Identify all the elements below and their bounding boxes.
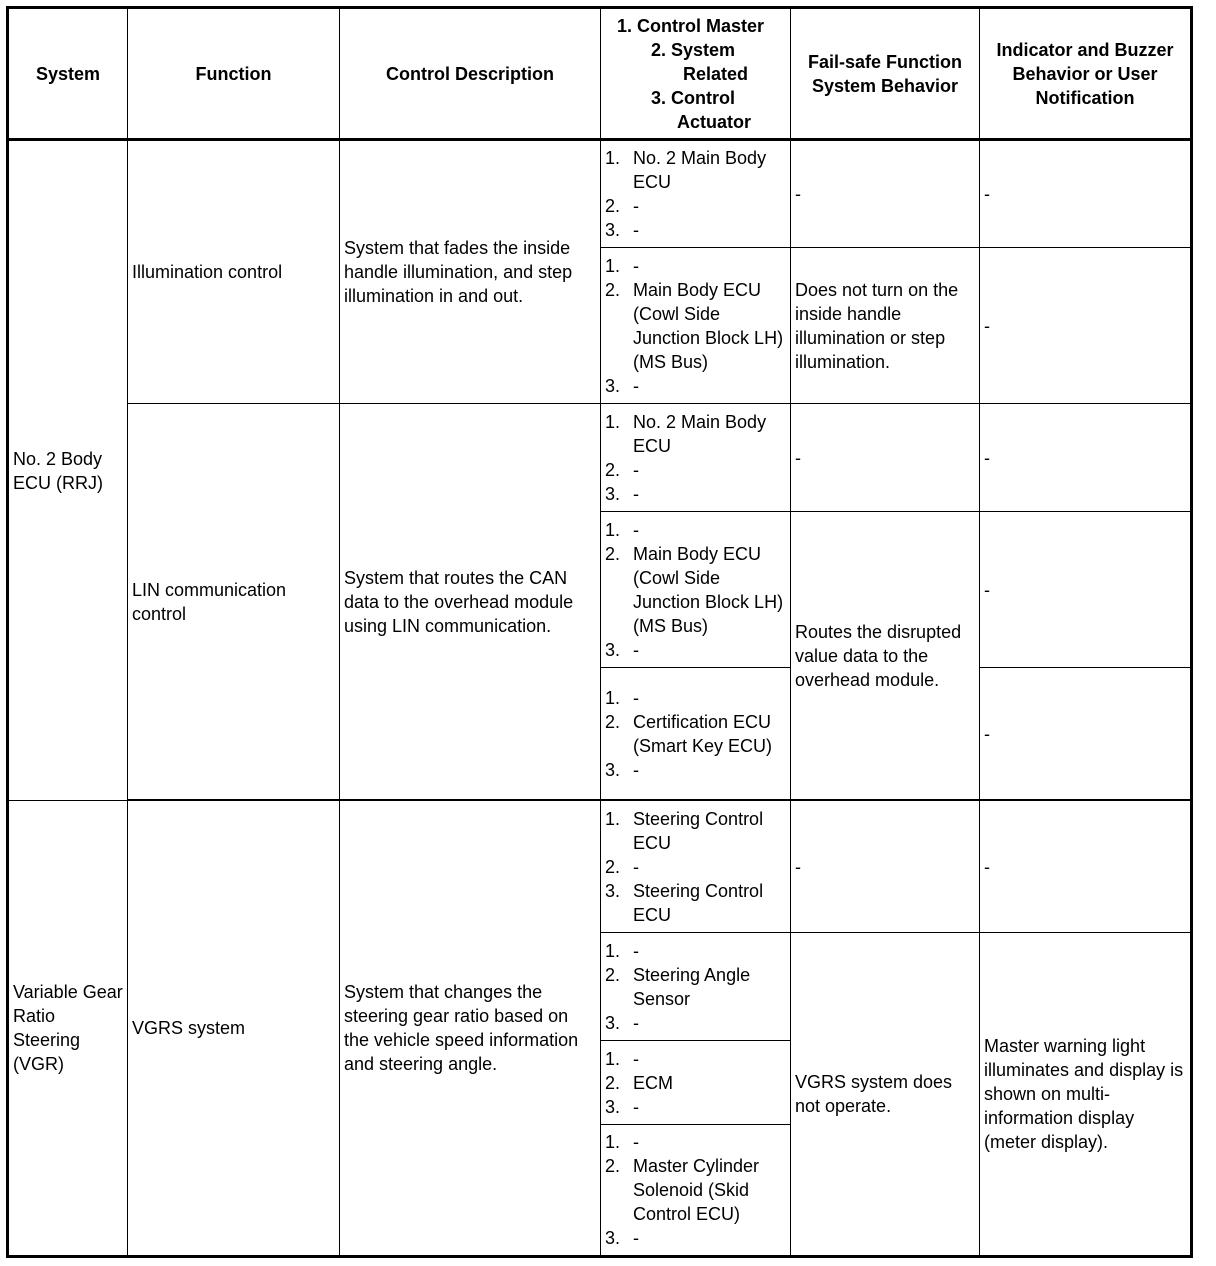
actuator-cell: 1. - 2. Certification ECU (Smart Key ECU) 3. - xyxy=(601,668,791,800)
indicator-cell: - xyxy=(980,248,1192,404)
control-master: - xyxy=(633,1048,639,1069)
control-actuator: - xyxy=(633,1228,639,1248)
header-ca-line2b: Related xyxy=(683,63,749,84)
system-related: Main Body ECU (Cowl Side Junction Block LH) (MS Bus) xyxy=(633,543,784,636)
indicator-cell: - xyxy=(980,512,1192,668)
failsafe-cell: Routes the disrupted value data to the overhead module. xyxy=(791,512,980,800)
header-ca-line2: 2. System xyxy=(651,39,736,60)
failsafe-cell: VGRS system does not operate. xyxy=(791,933,980,1257)
control-actuator: - xyxy=(633,483,639,504)
header-function: Function xyxy=(128,8,340,140)
indicator-cell: - xyxy=(980,801,1192,933)
header-ca-line3b: Actuator xyxy=(677,111,752,132)
failsafe-cell: - xyxy=(791,140,980,248)
control-master: - xyxy=(633,255,639,276)
actuator-cell: 1. - 2. ECM 3. - xyxy=(601,1041,791,1125)
actuator-cell: 1. - 2. Master Cylinder Solenoid (Skid Control ECU) 3. - xyxy=(601,1125,791,1257)
header-indicator: Indicator and Buzzer Behavior or User Notification xyxy=(980,8,1192,140)
failsafe-cell: - xyxy=(791,801,980,933)
system-cell-body-ecu: No. 2 Body ECU (RRJ) xyxy=(8,140,128,801)
control-master: No. 2 Main Body ECU xyxy=(633,411,767,456)
control-master: No. 2 Main Body ECU xyxy=(633,148,767,192)
actuator-cell: 1. No. 2 Main Body ECU 2. - 3. - xyxy=(601,140,791,248)
control-actuator: - xyxy=(633,375,639,396)
control-actuator: - xyxy=(633,220,639,240)
system-related: Main Body ECU (Cowl Side Junction Block LH) (MS Bus) xyxy=(633,279,784,372)
control-actuator: - xyxy=(633,1096,639,1117)
control-master: - xyxy=(633,519,639,540)
control-actuator: - xyxy=(633,759,639,780)
header-control-actuator xyxy=(601,8,791,140)
diagnostic-table xyxy=(6,6,1193,1258)
table-row xyxy=(8,140,1192,248)
function-vgrs: VGRS system xyxy=(128,801,340,1257)
indicator-cell: - xyxy=(980,668,1192,800)
control-master: - xyxy=(633,940,639,961)
indicator-cell: Master warning light illuminates and display is shown on multi-information display (meter display). xyxy=(980,933,1192,1257)
failsafe-cell: Does not turn on the inside handle illumination or step illumination. xyxy=(791,248,980,404)
actuator-cell: 1. - 2. Main Body ECU (Cowl Side Junction Block LH) (MS Bus) 3. - xyxy=(601,512,791,668)
control-actuator: Steering Control ECU xyxy=(633,880,764,925)
control-actuator: - xyxy=(633,1012,639,1033)
function-illumination: Illumination control xyxy=(128,140,340,404)
system-related: Master Cylinder Solenoid (Skid Control ECU) xyxy=(633,1156,760,1224)
system-related: - xyxy=(633,459,639,480)
control-actuator: - xyxy=(633,639,639,660)
system-related: Certification ECU (Smart Key ECU) xyxy=(633,711,773,756)
description-vgrs: System that changes the steering gear ratio based on the vehicle speed information and steering angle. xyxy=(340,801,601,1257)
control-master: Steering Control ECU xyxy=(633,808,764,853)
system-cell-vgr: Variable Gear Ratio Steering (VGR) xyxy=(8,801,128,1257)
table-row xyxy=(8,801,1192,933)
actuator-cell: 1. No. 2 Main Body ECU 2. - 3. - xyxy=(601,404,791,512)
failsafe-cell: - xyxy=(791,404,980,512)
indicator-cell: - xyxy=(980,404,1192,512)
description-lin: System that routes the CAN data to the overhead module using LIN communication. xyxy=(340,404,601,800)
table-row xyxy=(8,404,1192,512)
actuator-cell: 1. - 2. Steering Angle Sensor 3. - xyxy=(601,933,791,1041)
actuator-cell: 1. Steering Control ECU 2. - 3. Steering Control ECU xyxy=(601,801,791,933)
system-related: ECM xyxy=(633,1072,673,1093)
header-system: System xyxy=(8,8,128,140)
header-failsafe: Fail-safe Function System Behavior xyxy=(791,8,980,140)
actuator-cell: 1. - 2. Main Body ECU (Cowl Side Junction Block LH) (MS Bus) 3. - xyxy=(601,248,791,404)
description-illumination: System that fades the inside handle illumination, and step illumination in and out. xyxy=(340,140,601,404)
system-related: - xyxy=(633,856,639,877)
system-related: Steering Angle Sensor xyxy=(633,964,751,1009)
header-ca-line1: 1. Control Master xyxy=(617,15,765,36)
control-master: - xyxy=(633,1132,639,1152)
control-master: - xyxy=(633,687,639,708)
header-ca-line3: 3. Control xyxy=(651,87,735,108)
function-lin: LIN communication control xyxy=(128,404,340,800)
system-related: - xyxy=(633,196,639,216)
header-control-description: Control Description xyxy=(340,8,601,140)
indicator-cell: - xyxy=(980,140,1192,248)
